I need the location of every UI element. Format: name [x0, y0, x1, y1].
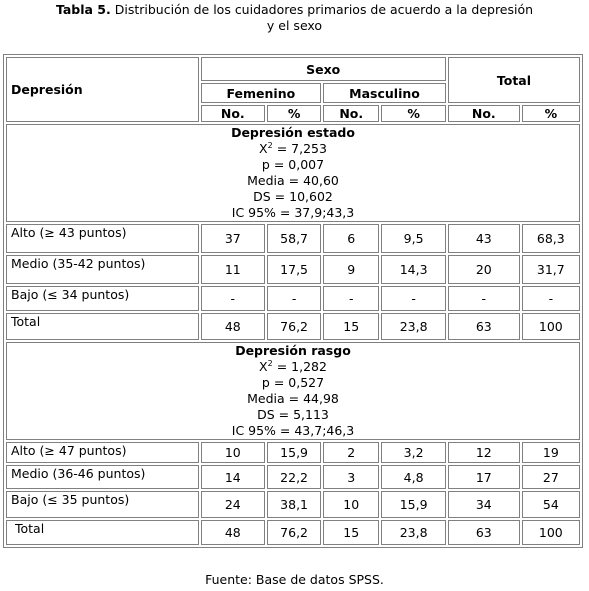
table-row	[6, 224, 580, 253]
source-note: Fuente: Base de datos SPSS.	[205, 572, 384, 587]
table-cell: 15,9	[267, 442, 321, 463]
table-cell: 17,5	[267, 255, 321, 284]
table-cell: 17	[448, 465, 520, 489]
table-cell: 15,9	[381, 491, 446, 518]
ic-value: IC 95% = 43,7;46,3	[231, 423, 355, 438]
table-cell: 48	[201, 520, 266, 545]
table-cell: 10	[201, 442, 266, 463]
row-label: Medio (36-46 puntos)	[6, 465, 199, 489]
row-label: Total	[6, 313, 199, 340]
table-cell: 3,2	[381, 442, 446, 463]
table-cell: -	[201, 286, 266, 311]
table-cell: 27	[522, 465, 580, 489]
ds-value: DS = 5,113	[257, 407, 329, 422]
table-cell: 9,5	[381, 224, 446, 253]
table-cell: -	[267, 286, 321, 311]
chi-square-exponent: 2	[267, 359, 273, 368]
chi-square-line	[11, 359, 575, 375]
data-table	[3, 54, 583, 548]
table-cell: 23,8	[381, 313, 446, 340]
table-cell: 100	[522, 520, 580, 545]
row-label: Alto (≥ 47 puntos)	[6, 442, 199, 463]
table-cell: 19	[522, 442, 580, 463]
table-row	[6, 255, 580, 284]
table-cell: 20	[448, 255, 520, 284]
table-row	[6, 286, 580, 311]
p-value: p = 0,007	[261, 157, 325, 172]
table-cell: 63	[448, 520, 520, 545]
header-femenino: Femenino	[201, 83, 322, 103]
table-cell: 10	[323, 491, 379, 518]
table-cell: 100	[522, 313, 580, 340]
table-cell: 68,3	[522, 224, 580, 253]
chi-square-value: = 7,253	[272, 141, 327, 156]
chi-square-line	[11, 141, 575, 157]
section-title: Depresión rasgo	[235, 343, 351, 358]
table-cell: 34	[448, 491, 520, 518]
table-cell: 24	[201, 491, 266, 518]
caption-line-2: y el sexo	[266, 18, 323, 33]
table-cell: -	[448, 286, 520, 311]
header-fem-pct: %	[267, 105, 321, 122]
table-cell: 2	[323, 442, 379, 463]
header-mas-pct: %	[381, 105, 446, 122]
table-cell: 37	[201, 224, 266, 253]
media-value: Media = 40,60	[247, 173, 339, 188]
table-cell: 11	[201, 255, 266, 284]
table-cell: 31,7	[522, 255, 580, 284]
caption-text: Distribución de los cuidadores primarios de acuerdo a la depresión	[110, 2, 534, 17]
p-value: p = 0,527	[261, 375, 325, 390]
header-fem-no: No.	[201, 105, 266, 122]
row-label: Total	[6, 520, 199, 545]
table-cell: 43	[448, 224, 520, 253]
table-cell: 12	[448, 442, 520, 463]
table-row	[6, 313, 580, 340]
header-total-no: No.	[448, 105, 520, 122]
table-cell: 3	[323, 465, 379, 489]
chi-square-value: = 1,282	[272, 359, 327, 374]
table-cell: 48	[201, 313, 266, 340]
header-masculino: Masculino	[323, 83, 446, 103]
table-cell: 14,3	[381, 255, 446, 284]
chi-square-symbol: X	[259, 141, 268, 156]
chi-square-symbol: X	[259, 359, 268, 374]
table-caption	[0, 2, 589, 34]
table-cell: 15	[323, 520, 379, 545]
table-row	[6, 491, 580, 518]
row-label: Bajo (≤ 35 puntos)	[6, 491, 199, 518]
table-cell: -	[381, 286, 446, 311]
table-cell: 4,8	[381, 465, 446, 489]
table-cell: 14	[201, 465, 266, 489]
header-sexo: Sexo	[201, 57, 446, 81]
section-stats	[6, 342, 580, 440]
ds-value: DS = 10,602	[253, 189, 333, 204]
header-total-pct: %	[522, 105, 580, 122]
ic-value: IC 95% = 37,9;43,3	[231, 205, 355, 220]
table-cell: 76,2	[267, 313, 321, 340]
row-label: Medio (35-42 puntos)	[6, 255, 199, 284]
table-cell: 22,2	[267, 465, 321, 489]
section-title: Depresión estado	[231, 125, 355, 140]
header-depresion: Depresión	[6, 57, 199, 122]
table-cell: 15	[323, 313, 379, 340]
caption-label: Tabla 5.	[55, 2, 111, 17]
row-label: Alto (≥ 43 puntos)	[6, 224, 199, 253]
table-row	[6, 520, 580, 545]
media-value: Media = 44,98	[247, 391, 339, 406]
table-row	[6, 465, 580, 489]
section-stats	[6, 124, 580, 222]
chi-square-exponent: 2	[267, 141, 273, 150]
table-cell: 54	[522, 491, 580, 518]
table-cell: 63	[448, 313, 520, 340]
header-total: Total	[448, 57, 580, 103]
header-mas-no: No.	[323, 105, 379, 122]
table-row	[6, 442, 580, 463]
table-cell: 9	[323, 255, 379, 284]
caption-line-1	[0, 2, 589, 18]
table-cell: 23,8	[381, 520, 446, 545]
table-cell: 6	[323, 224, 379, 253]
table-cell: 76,2	[267, 520, 321, 545]
table-cell: -	[522, 286, 580, 311]
row-label: Bajo (≤ 34 puntos)	[6, 286, 199, 311]
table-cell: 58,7	[267, 224, 321, 253]
table-cell: -	[323, 286, 379, 311]
table-cell: 38,1	[267, 491, 321, 518]
